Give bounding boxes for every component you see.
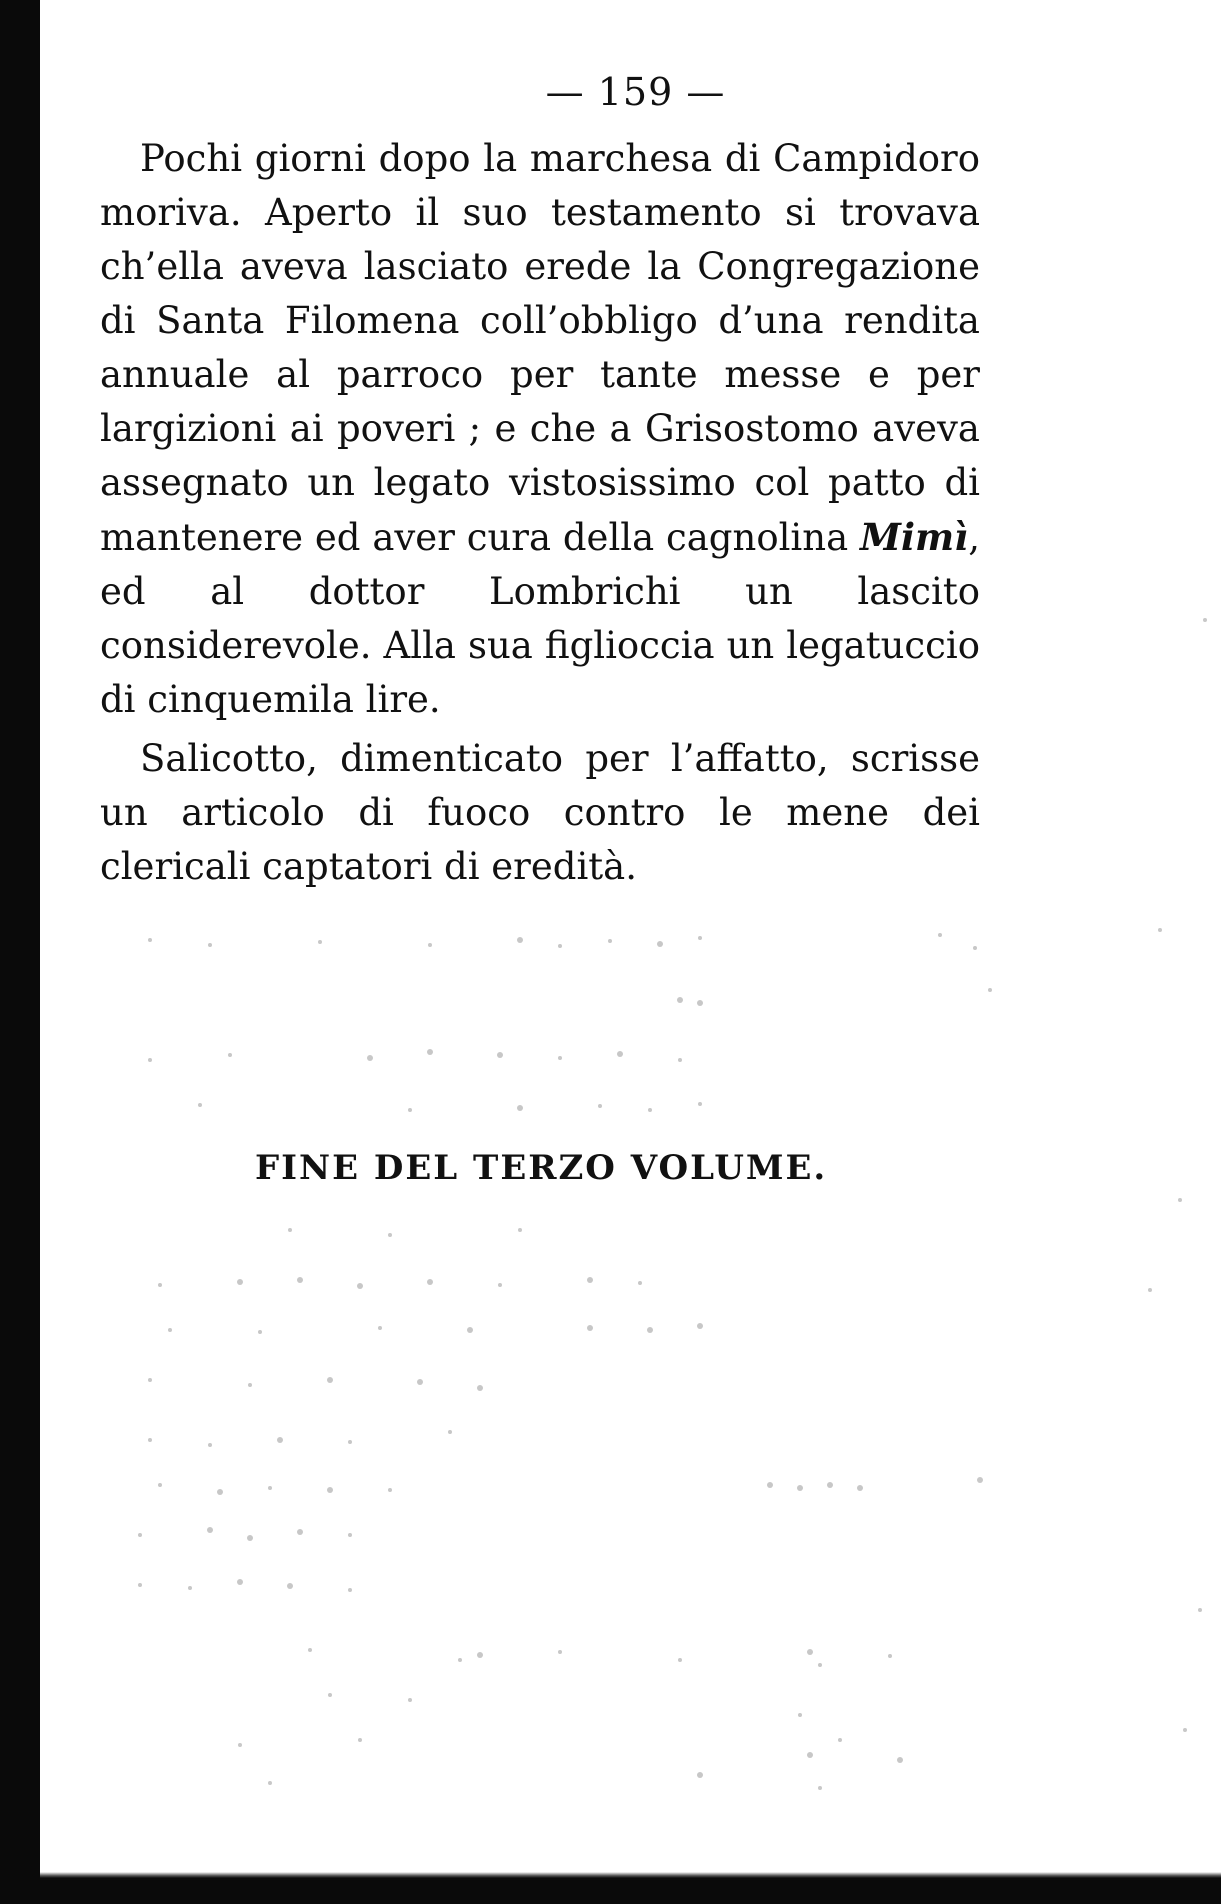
paragraph-2-text: Salicotto, dimenticato per l’affatto, scrisse un articolo di fuoco contro le mene dei clericali captatori di eredità. xyxy=(100,737,980,888)
paragraph-1-text xyxy=(100,132,980,727)
end-of-volume-heading: FINE DEL TERZO VOLUME. xyxy=(255,1148,828,1188)
paragraph-1-part-a: Pochi giorni dopo la marchesa di Campidoro moriva. Aperto il suo testamento si trovava ch’ella aveva lasciato erede la Congregazione di Santa Filomena coll’obbligo d’una rendita annuale al parroco per tante messe e per largizioni ai poveri ; e che a Grisostomo aveva assegnato un legato vistosissimo col patto di mantenere ed aver cura della cagnolina xyxy=(100,137,980,559)
italic-name-mimi: Mimì xyxy=(860,515,969,559)
scan-bottom-edge xyxy=(0,1878,1221,1904)
paragraph-1 xyxy=(100,132,980,727)
paragraph-2 xyxy=(100,732,980,894)
scan-binding-edge xyxy=(0,0,40,1904)
paragraph-1-part-b: , ed al dottor Lombrichi un lascito considerevole. Alla sua figlioccia un legatuccio di cinquemila lire. xyxy=(100,516,980,721)
page-number: — 159 — xyxy=(545,70,726,114)
